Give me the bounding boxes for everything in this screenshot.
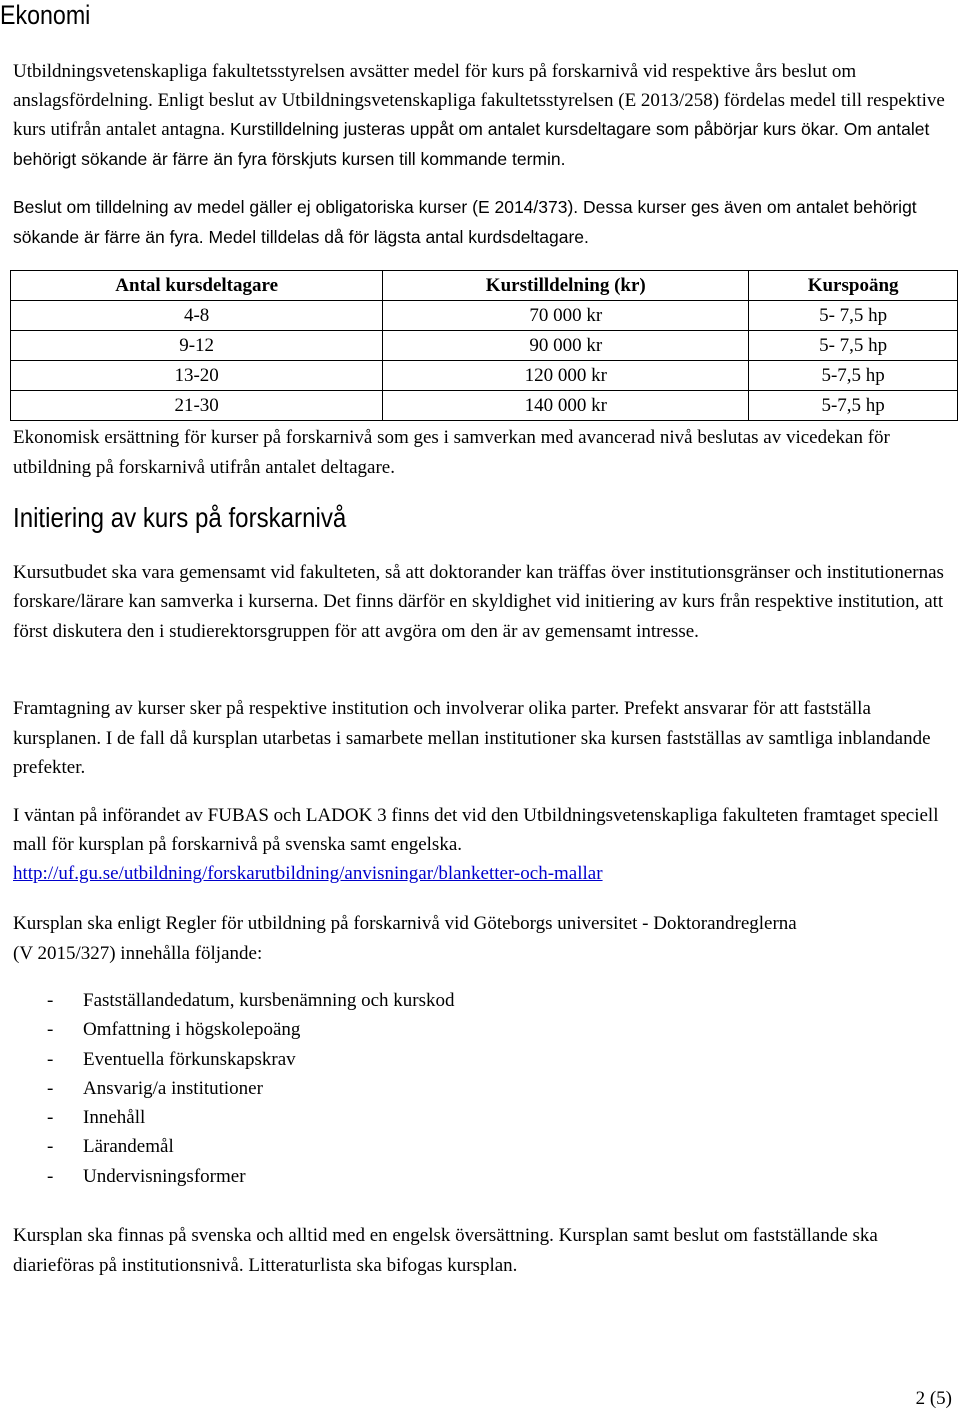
paragraph-fubas-ladok xyxy=(13,801,953,888)
heading-initiering: Initiering av kurs på forskarnivå xyxy=(13,502,347,533)
list-dash: - xyxy=(47,1107,54,1129)
list-item-text: Fastställandedatum, kursbenämning och kurskod xyxy=(83,990,455,1011)
table-header-row xyxy=(11,271,958,301)
paragraph-translation-requirement: Kursplan ska finnas på svenska och alltid med en engelsk översättning. Kursplan samt beslut om fastställande ska diarieföras på institutionsnivå. Litteraturlista ska bifogas kursplan. xyxy=(13,1225,878,1276)
table-cell: 21-30 xyxy=(11,391,383,421)
table-row xyxy=(11,331,958,361)
table-cell: 5-7,5 hp xyxy=(749,361,958,391)
table-row xyxy=(11,361,958,391)
list-item-text: Undervisningsformer xyxy=(83,1165,246,1187)
paragraph-obligatory-courses: Beslut om tilldelning av medel gäller ej obligatoriska kurser (E 2014/373). Dessa kurser ges även om antalet behörigt sökande är färre än fyra. Medel tilldelas då för lägsta antal kurdsdeltagare. xyxy=(13,197,917,247)
table-cell: 4-8 xyxy=(11,301,383,331)
list-dash: - xyxy=(47,1048,54,1070)
list-item xyxy=(13,1162,455,1191)
paragraph-syllabus-rules-line2: (V 2015/327) innehålla följande: xyxy=(13,942,263,964)
list-item-text: Innehåll xyxy=(83,1107,146,1129)
template-link[interactable]: http://uf.gu.se/utbildning/forskarutbildning/anvisningar/blanketter-och-mallar xyxy=(13,863,603,884)
paragraph-fubas-ladok-text: I väntan på införandet av FUBAS och LADOK 3 finns det vid den Utbildningsvetenskapliga fakulteten framtaget speciell mall för kursplan på forskarnivå på svenska samt engelska. xyxy=(13,805,939,855)
page-number: 2 (5) xyxy=(915,1388,952,1409)
table-cell: 5- 7,5 hp xyxy=(749,331,958,361)
list-dash: - xyxy=(47,1019,54,1041)
table-cell: 140 000 kr xyxy=(383,391,749,421)
list-item xyxy=(13,1132,455,1161)
heading-ekonomi: Ekonomi xyxy=(0,0,91,30)
paragraph-ekonomi-intro-b: Kurstilldelning justeras uppåt om antalet kursdeltagare som påbörjar kurs ökar. xyxy=(225,119,839,140)
paragraph-course-development: Framtagning av kurser sker på respektive institution och involverar olika parter. Prefekt ansvarar för att fastställa kursplanen. I de fall då kursplan utarbetas i samarbete mellan institutioner ska kursen fastställas av samtliga inblandande prefekter. xyxy=(13,698,931,778)
list-item xyxy=(13,1045,455,1074)
table-cell: 5- 7,5 hp xyxy=(749,301,958,331)
list-item xyxy=(13,986,455,1015)
list-item-text: Lärandemål xyxy=(83,1136,174,1158)
list-item xyxy=(13,1015,455,1044)
table-cell: 5-7,5 hp xyxy=(749,391,958,421)
allocation-table xyxy=(10,270,958,421)
table-cell: 70 000 kr xyxy=(383,301,749,331)
table-header-cell: Kurspoäng xyxy=(749,271,958,301)
list-item xyxy=(13,1074,455,1103)
list-item xyxy=(13,1103,455,1132)
table-cell: 120 000 kr xyxy=(383,361,749,391)
table-cell: 9-12 xyxy=(11,331,383,361)
list-dash: - xyxy=(47,1136,54,1158)
list-item-text: Ansvarig/a institutioner xyxy=(83,1077,263,1099)
list-dash: - xyxy=(47,1077,54,1099)
list-item-text: Omfattning i högskolepoäng xyxy=(83,1019,301,1041)
list-dash: - xyxy=(47,990,54,1011)
paragraph-syllabus-rules xyxy=(13,909,953,968)
table-header-cell: Kurstilldelning (kr) xyxy=(383,271,749,301)
paragraph-ekonomi-intro-c: Om antalet behörigt sökande är färre än fyra förskjuts kursen till kommande termin. xyxy=(13,119,930,169)
list-item-text: Eventuella förkunskapskrav xyxy=(83,1048,296,1070)
list-dash: - xyxy=(47,1165,54,1187)
paragraph-compensation: Ekonomisk ersättning för kurser på forskarnivå som ges i samverkan med avancerad nivå beslutas av vicedekan för utbildning på forskarnivå utifrån antalet deltagare. xyxy=(13,427,890,478)
table-row xyxy=(11,301,958,331)
paragraph-ekonomi-intro xyxy=(13,57,953,174)
table-row xyxy=(11,391,958,421)
table-cell: 90 000 kr xyxy=(383,331,749,361)
paragraph-syllabus-rules-line1: Kursplan ska enligt Regler för utbildning på forskarnivå vid Göteborgs universitet - Doktorandreglerna xyxy=(13,913,797,934)
paragraph-course-offering: Kursutbudet ska vara gemensamt vid fakulteten, så att doktorander kan träffas över institutionsgränser och institutionernas forskare/lärare kan samverka i kurserna. Det finns därför en skyldighet vid initiering av kurs från respektive institution, att först diskutera den i studierektorsgruppen för att avgöra om den är av gemensamt intresse. xyxy=(13,562,944,642)
table-cell: 13-20 xyxy=(11,361,383,391)
syllabus-requirements-list xyxy=(13,986,455,1191)
table-header-cell: Antal kursdeltagare xyxy=(11,271,383,301)
paragraph-ekonomi-intro-a: Utbildningsvetenskapliga fakultetsstyrelsen avsätter medel för kurs på forskarnivå vid respektive års beslut om anslagsfördelning. Enligt beslut av Utbildningsvetenskapliga fakultetsstyrelsen (E 2013/258) fördelas medel till respektive kurs utifrån antalet antagna. xyxy=(13,61,945,141)
